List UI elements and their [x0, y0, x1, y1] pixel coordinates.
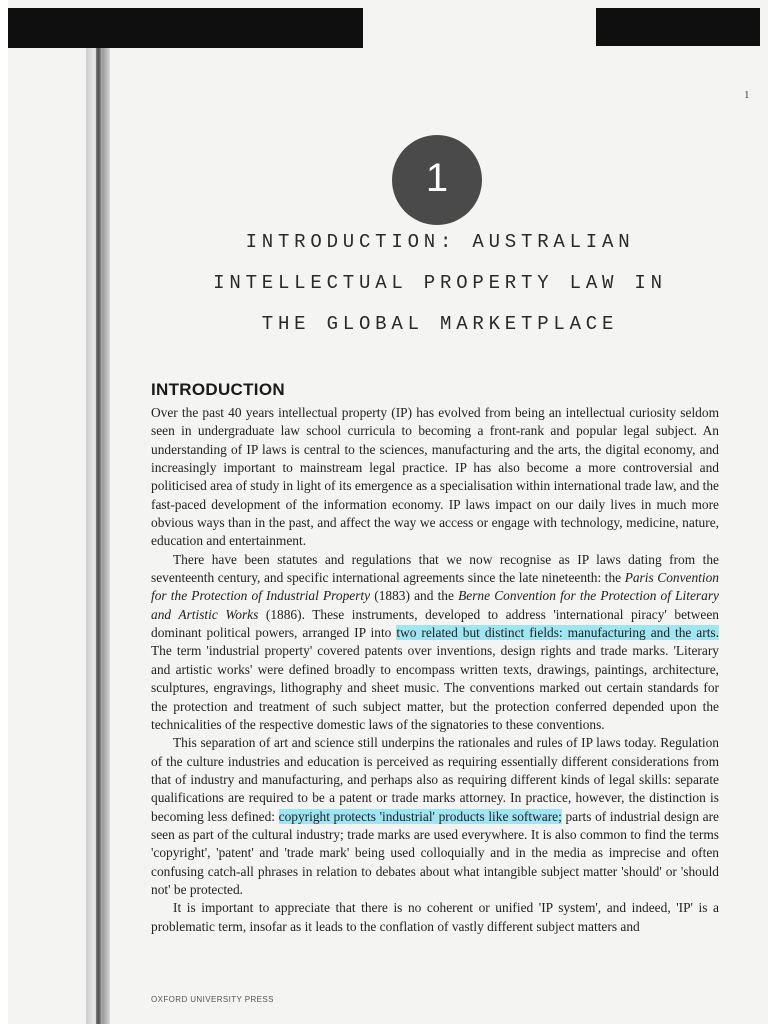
chapter-title-line-3: THE GLOBAL MARKETPLACE [261, 313, 619, 335]
paragraph-3-text-b: parts of industrial design are seen as part of the cultural industry; trade marks are used everywhere. It is also common to find the terms 'copyright', 'patent' and 'trade mark' being used colloquially and in the media as imprecise and often confusing catch-all phrases in relation to debates about what intangible subject matter 'should' or 'should not' be protected. [151, 808, 719, 897]
scan-edge-bar-left [8, 8, 363, 48]
body-text [151, 404, 719, 936]
paragraph-2-text-c: (1886). These instruments, developed to address 'international piracy' between dominant political powers, arranged IP into [151, 606, 719, 641]
publisher-footer: OXFORD UNIVERSITY PRESS [151, 995, 274, 1004]
paragraph-3 [151, 734, 719, 899]
paragraph-1: Over the past 40 years intellectual property (IP) has evolved from being an intellectual curiosity seldom seen in undergraduate law school curricula to becoming a front-rank and popular legal subject. An understanding of IP laws is central to the sciences, manufacturing and the arts, the digital economy, and increasingly important to mainstream legal practice. IP has also become a more controversial and politicised area of study in light of its emergence as a specialisation within international trade law, and the fast-paced development of the information economy. IP laws impact on our daily lives in much more obvious ways than in the past, and affect the way we access or engage with technology, medicine, nature, education and entertainment. [151, 405, 719, 549]
chapter-title [150, 222, 730, 345]
section-heading: INTRODUCTION [151, 380, 285, 399]
paragraph-4: It is important to appreciate that there is no coherent or unified 'IP system', and indeed, 'IP' is a problematic term, insofar as it leads to the conflation of vastly different subject matters and [151, 900, 719, 934]
book-spine-shadow [96, 48, 101, 1024]
paragraph-2-text-b: (1883) and the [370, 588, 459, 604]
paragraph-2-text-a: There have been statutes and regulations that we now recognise as IP laws dating from the seventeenth century, and specific international agreements since the late nineteenth: the [151, 551, 719, 586]
page-left-margin [0, 0, 8, 1024]
highlighted-text-fields: two related but distinct fields: manufacturing and the arts. [396, 625, 719, 641]
paragraph-2 [151, 551, 719, 734]
paragraph-3-text-a: This separation of art and science still underpins the rationales and rules of IP laws today. Regulation of the culture industries and education is perceived as requiring essentially different considerations from that of industry and manufacturing, and perhaps also as requiring different kinds of legal skills: separate qualifications are required to be a patent or trade marks attorney. In practice, however, the distinction is becoming less defined: [151, 735, 719, 824]
berne-convention-title: Berne Convention for the Protection of Literary and Artistic Works [151, 588, 719, 622]
chapter-title-line-1: INTRODUCTION: AUSTRALIAN [245, 231, 635, 253]
chapter-number-badge: 1 [392, 135, 482, 225]
scan-edge-bar-right [596, 8, 760, 46]
chapter-title-line-2: INTELLECTUAL PROPERTY LAW IN [213, 272, 667, 294]
paris-convention-title: Paris Convention for the Protection of Industrial Property [151, 570, 720, 604]
page-number: 1 [744, 89, 750, 101]
paragraph-2-text-d: The term 'industrial property' covered patents over inventions, design rights and trade marks. 'Literary and artistic works' were defined broadly to encompass written texts, drawings, paintings, architecture, sculptures, engravings, lithography and sheet music. The conventions marked out certain standards for the protection and treatment of such subject matter, but the protection conferred depended upon the technicalities of the respective domestic laws of the signatories to these conventions. [151, 643, 719, 732]
highlighted-text-software: copyright protects 'industrial' products like software; [278, 808, 562, 824]
